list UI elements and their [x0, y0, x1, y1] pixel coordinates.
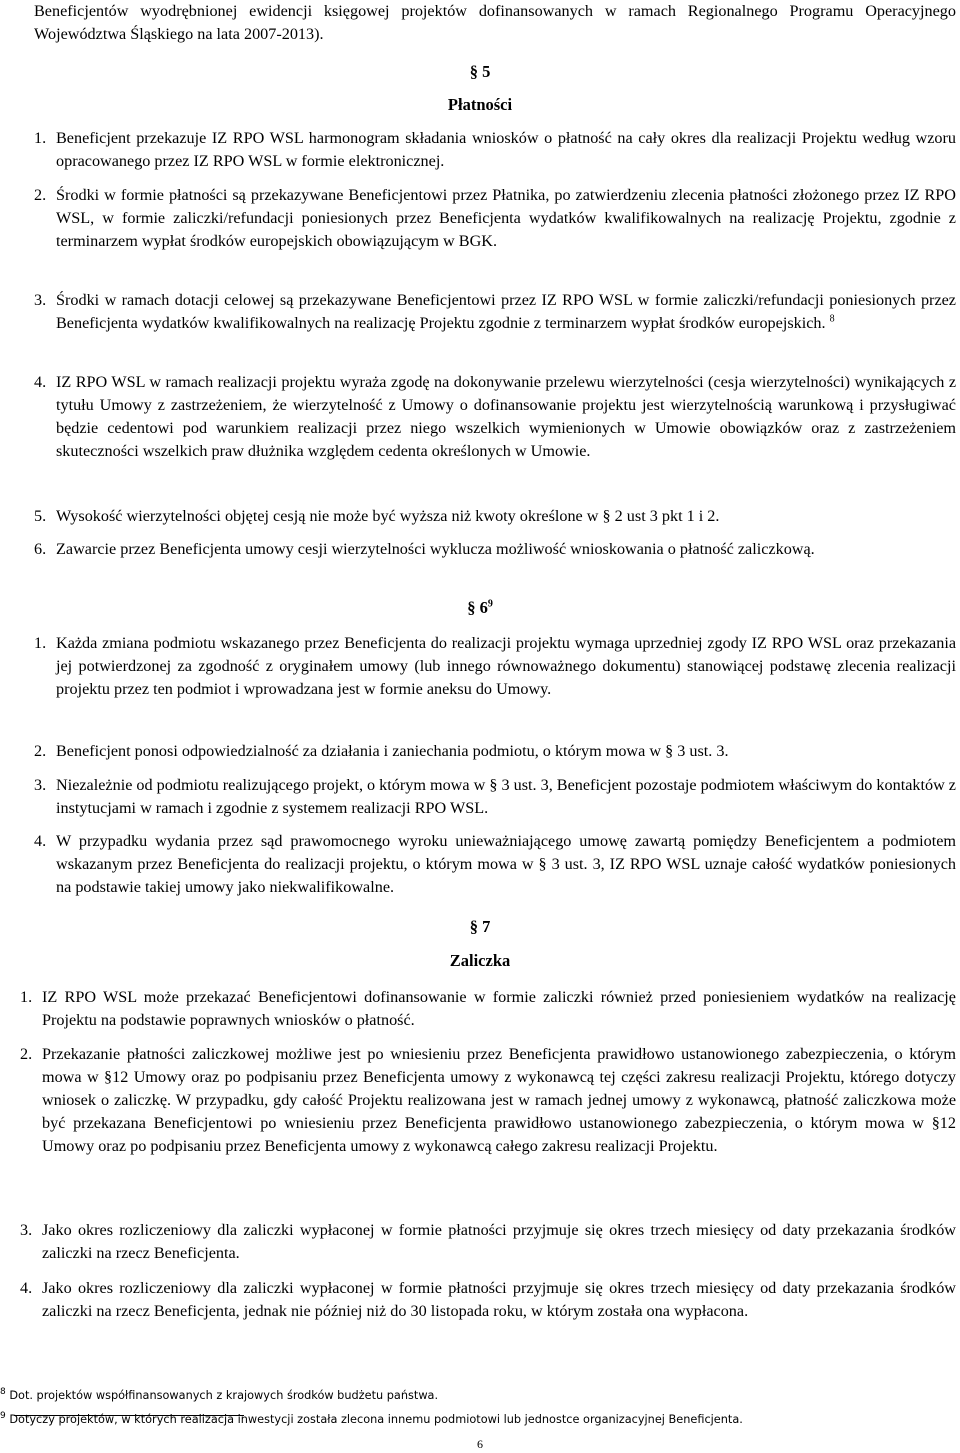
- section-5-item: [34, 184, 956, 253]
- item-text: W przypadku wydania przez sąd prawomocnego wyroku unieważniającego umowę zawartą pomiędzy Beneficjentem a podmiotem wskazanym przez Beneficjenta do realizacji projektu, o którym mowa w § 3 ust. 3, IZ RPO WSL uznaje całość wydatków poniesionych na podstawie takiej umowy jako niekwalifikowalne.: [56, 832, 956, 896]
- item-number: 1.: [34, 129, 47, 147]
- section-5-title: Płatności: [447, 95, 513, 114]
- item-number: 2.: [20, 1045, 33, 1063]
- section-5-item: [34, 371, 956, 463]
- item-number: 4.: [34, 832, 47, 850]
- item-number: 1.: [20, 988, 33, 1006]
- section-5-item: [34, 127, 956, 173]
- footnote-text: Dotyczy projektów, w których realizacja inwestycji została zlecona innemu podmiotowi lub jednostce organizacyjnej Beneficjenta.: [9, 1413, 743, 1426]
- item-text: Beneficjent przekazuje IZ RPO WSL harmonogram składania wniosków o płatność na cały okres dla realizacji Projektu według wzoru opracowanego przez IZ RPO WSL w formie elektronicznej.: [56, 129, 956, 170]
- section-7-item: [20, 1277, 956, 1323]
- section-7-sign: § 7: [469, 917, 491, 936]
- section-6-item: [34, 632, 956, 701]
- item-text: Niezależnie od podmiotu realizującego projekt, o którym mowa w § 3 ust. 3, Beneficjent pozostaje podmiotem właściwym do kontaktów z instytucjami w ramach i zgodnie z systemem realizacji RPO WSL.: [56, 776, 956, 817]
- item-text: Każda zmiana podmiotu wskazanego przez Beneficjenta do realizacji projektu wymaga uprzedniej zgody IZ RPO WSL oraz przekazania jej potwierdzonej za zgodność z oryginałem umowy (lub innego równoważnego dokumentu) stanowiącej podstawę zlecenia realizacji projektu przez ten podmiot i wprowadzana jest w formie aneksu do Umowy.: [56, 634, 956, 698]
- item-number: 4.: [34, 373, 47, 391]
- section-6-sign: [0, 596, 960, 619]
- section-5-item: [34, 505, 956, 528]
- section-6-item: [34, 774, 956, 820]
- item-number: 3.: [34, 776, 47, 794]
- footnote-number: 8: [0, 1387, 6, 1398]
- item-number: 3.: [20, 1221, 33, 1239]
- item-text: Przekazanie płatności zaliczkowej możliwe jest po wniesieniu przez Beneficjenta prawidłowo ustanowionego zabezpieczenia, o którym mowa w §12 Umowy oraz po podpisaniu przez Beneficjenta umowy z wykonawcą tej części zakresu realizacji Projektu, którego dotyczy wniosek o zaliczkę. W przypadku, gdy całość Projektu realizowana jest w ramach jednej umowy z wykonawcą, płatność zaliczkowa może być przekazana Beneficjentowi po wniesieniu przez Beneficjenta prawidłowo ustanowionego zabezpieczenia, o którym mowa w §12 Umowy oraz po podpisaniu przez Beneficjenta umowy z wykonawcą całego zakresu realizacji Projektu.: [42, 1045, 956, 1155]
- section-6-item: [34, 830, 956, 899]
- footnote-ref-8[interactable]: 8: [829, 313, 835, 325]
- item-number: 2.: [34, 186, 47, 204]
- section-6-sign-text: § 6: [467, 598, 488, 617]
- item-number: 6.: [34, 540, 47, 558]
- item-text: [34, 289, 956, 335]
- item-text-body: Środki w ramach dotacji celowej są przekazywane Beneficjentowi przez IZ RPO WSL w formie zaliczki/refundacji poniesionych przez Beneficjenta wydatków kwalifikowalnych na realizację Projektu zgodnie z terminarzem wypłat środków europejskich.: [56, 291, 956, 332]
- item-number: 5.: [34, 507, 47, 525]
- section-5-item: [34, 538, 956, 561]
- item-number: 1.: [34, 634, 47, 652]
- item-text: Środki w formie płatności są przekazywane Beneficjentowi przez Płatnika, po zatwierdzeniu zlecenia płatności złożonego przez IZ RPO WSL, w formie zaliczki/refundacji poniesionych przez Beneficjenta wydatków kwalifikowalnych na realizację Projektu, zgodnie z terminarzem wypłat środków europejskich obowiązującym w BGK.: [56, 186, 956, 250]
- footnote-9: [0, 1413, 960, 1427]
- item-text: Beneficjent ponosi odpowiedzialność za działania i zaniechania podmiotu, o którym mowa w § 3 ust. 3.: [56, 742, 729, 760]
- footnote-8: [0, 1389, 960, 1403]
- footnote-number: 9: [0, 1411, 6, 1422]
- section-5-sign: § 5: [469, 62, 491, 81]
- item-text: IZ RPO WSL w ramach realizacji projektu wyraża zgodę na dokonywanie przelewu wierzytelności (cesja wierzytelności) wynikających z tytułu Umowy z zastrzeżeniem, że wierzytelność z Umowy o dofinansowanie projektu jest wierzytelnością warunkową i przysługiwać będzie cedentowi pod warunkiem realizacji przez niego wszelkich wymienionych w Umowie obowiązków oraz z zastrzeżeniem skuteczności wszelkich praw dłużnika względem cedenta określonych w Umowie.: [56, 373, 956, 460]
- intro-paragraph: Beneficjentów wyodrębnionej ewidencji księgowej projektów dofinansowanych w ramach Regionalnego Programu Operacyjnego Województwa Śląskiego na lata 2007-2013).: [34, 2, 956, 43]
- item-number: 2.: [34, 742, 47, 760]
- item-text: IZ RPO WSL może przekazać Beneficjentowi dofinansowanie w formie zaliczki również przed poniesieniem wydatków na realizację Projektu na podstawie poprawnych wniosków o płatność.: [42, 988, 956, 1029]
- section-6-item: [34, 740, 956, 763]
- footnote-ref-9[interactable]: 9: [487, 598, 493, 610]
- section-7-title: Zaliczka: [449, 951, 511, 970]
- item-number: 4.: [20, 1279, 33, 1297]
- section-7-item: [20, 1219, 956, 1265]
- section-7-item: [20, 1043, 956, 1158]
- item-text: Jako okres rozliczeniowy dla zaliczki wypłaconej w formie płatności przyjmuje się okres trzech miesięcy od daty przekazania środków zaliczki na rzecz Beneficjenta, jednak nie później niż do 30 listopada roku, w którym została ona wypłacona.: [42, 1279, 956, 1320]
- item-text: Wysokość wierzytelności objętej cesją nie może być wyższa niż kwoty określone w § 2 ust 3 pkt 1 i 2.: [56, 507, 720, 525]
- page-number: 6: [477, 1437, 483, 1451]
- section-5-item: [34, 289, 956, 335]
- item-text: Jako okres rozliczeniowy dla zaliczki wypłaconej w formie płatności przyjmuje się okres trzech miesięcy od daty przekazania środków zaliczki na rzecz Beneficjenta.: [42, 1221, 956, 1262]
- section-7-item: [20, 986, 956, 1032]
- item-number: 3.: [34, 291, 47, 309]
- item-text: Zawarcie przez Beneficjenta umowy cesji wierzytelności wyklucza możliwość wnioskowania o płatność zaliczkową.: [56, 540, 815, 558]
- footnote-text: Dot. projektów współfinansowanych z krajowych środków budżetu państwa.: [9, 1389, 439, 1402]
